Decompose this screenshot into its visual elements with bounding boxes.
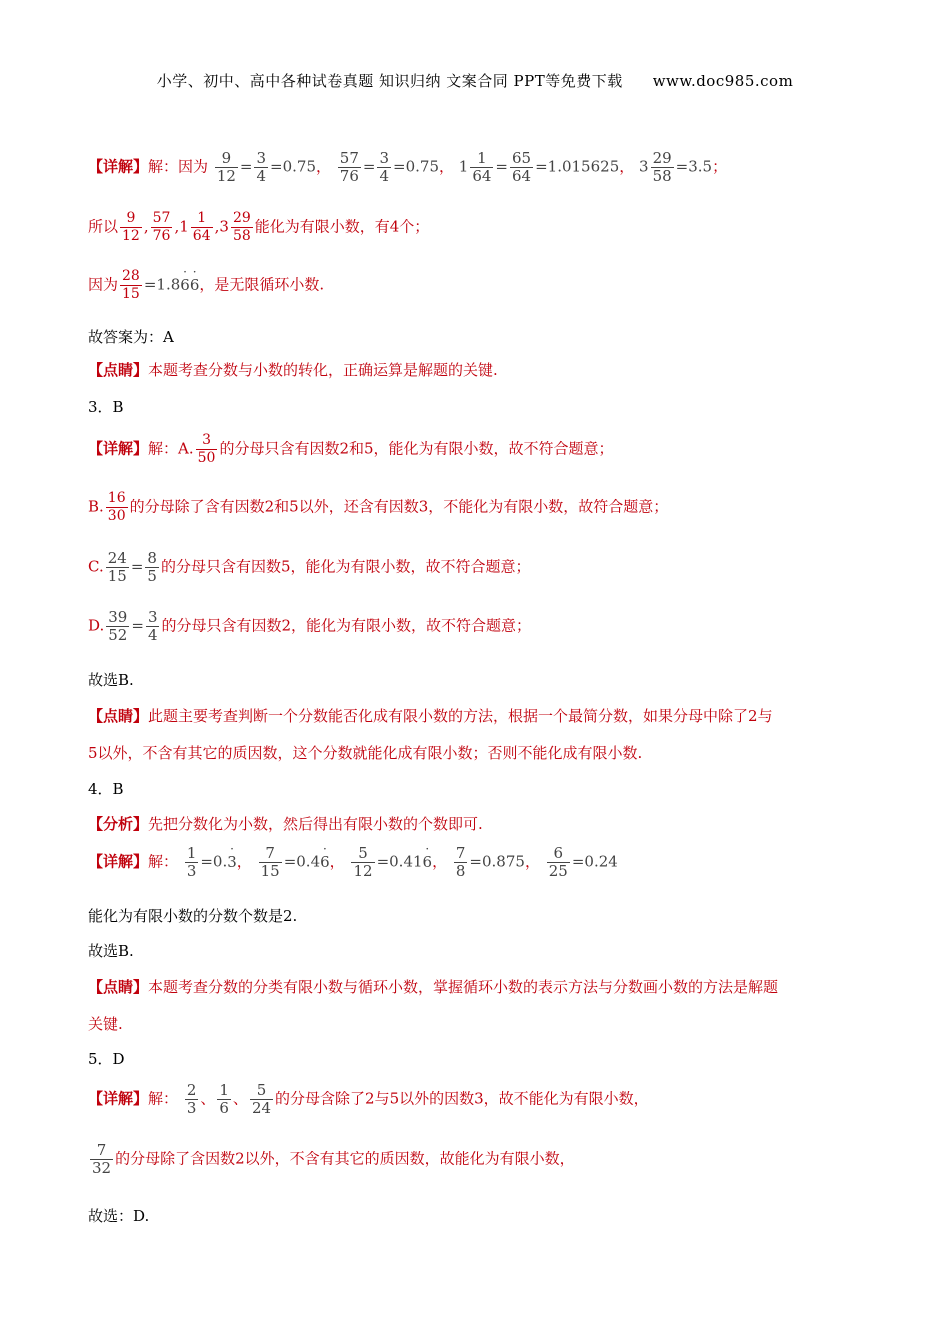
fraction: $\frac{9}{12}$ — [122, 210, 140, 244]
fraction: $\frac{1}{64}$ — [192, 210, 211, 244]
fraction: $\frac{7}{32}$ — [92, 1141, 112, 1177]
fraction: $\frac{29}{58}$ — [232, 210, 251, 244]
fraction: $\frac{65}{64}$ — [512, 149, 532, 185]
q5-choice: 故选：D. — [88, 1207, 150, 1225]
page-header — [0, 70, 950, 91]
q3-comment-line1: 【点睛】此题主要考查判断一个分数能否化成有限小数的方法，根据一个最简分数，如果分母中除了2与 — [88, 707, 773, 725]
fraction: $\frac{1}{3}$ — [186, 844, 197, 880]
fraction: $\frac{3}{4}$ — [147, 608, 158, 644]
fraction: $\frac{8}{5}$ — [147, 549, 157, 585]
fraction: $\frac{24}{15}$ — [107, 549, 127, 585]
q4-title: 4．B — [88, 780, 124, 798]
fraction: $\frac{39}{52}$ — [108, 608, 128, 644]
q5-title: 5．D — [88, 1050, 125, 1068]
fraction: $\frac{28}{15}$ — [122, 268, 140, 302]
q3-option-b: B. $\frac{16}{30}$ 的分母除了含有因数2和5以外，还含有因数3，不能化为有限小数，故符合题意； — [88, 490, 669, 524]
fraction: $\frac{1}{6}$ — [219, 1081, 229, 1117]
q4-analysis: 【分析】先把分数化为小数，然后得出有限小数的个数即可. — [88, 815, 483, 833]
q5-detail-line1: 【详解】解： $\frac{2}{3}$ 、 $\frac{1}{6}$ 、 $\frac{5}{24}$ 的分母含除了2与5以外的因数3，故不能化为有限小数， — [88, 1081, 649, 1117]
header-text: 小学、初中、高中各种试卷真题 知识归纳 文案合同 PPT等免费下载 — [156, 72, 623, 90]
fraction: $\frac{16}{30}$ — [107, 490, 126, 524]
q3-comment-line2: 5以外，不含有其它的质因数，这个分数就能化成有限小数；否则不能化成有限小数. — [88, 744, 643, 762]
fraction: $\frac{7}{15}$ — [260, 844, 280, 880]
fraction: $\frac{57}{76}$ — [152, 210, 171, 244]
fraction: $\frac{6}{25}$ — [548, 844, 568, 880]
fraction: $\frac{7}{8}$ — [455, 844, 466, 880]
header-url[interactable]: www.doc985.com — [652, 72, 794, 90]
q2-detail-line1: 【详解】解：因为 $\frac{9}{12}$ = $\frac{3}{4}$ =0.75， $\frac{57}{76}$ = $\frac{3}{4}$ =0.75， 1 $\frac{1}{64}$ = $\frac{65}{64}$ =1.015625， 3 $\frac{29}{58}$ =3.5； — [88, 149, 728, 185]
fraction: $\frac{3}{50}$ — [197, 432, 216, 466]
q3-option-a: 【详解】解：A. $\frac{3}{50}$ 的分母只含有因数2和5，能化为有限小数，故不符合题意； — [88, 432, 614, 466]
fraction: $\frac{2}{3}$ — [186, 1081, 197, 1117]
fraction: $\frac{9}{12}$ — [216, 149, 236, 185]
q4-choice: 故选B. — [88, 942, 134, 960]
q5-detail-line2: $\frac{7}{32}$ 的分母除了含因数2以外，不含有其它的质因数，故能化为有限小数， — [92, 1141, 575, 1177]
q2-detail-line2: 所以 $\frac{9}{12}$ , $\frac{57}{76}$ ,1 $\frac{1}{64}$ ,3 $\frac{29}{58}$ 能化为有限小数，有4个； — [88, 210, 430, 244]
fraction: $\frac{57}{76}$ — [339, 149, 359, 185]
q2-comment: 【点睛】本题考查分数与小数的转化，正确运算是解题的关键. — [88, 361, 498, 379]
detail-tag: 【详解】 — [88, 157, 149, 176]
q4-detail: 【详解】解： $\frac{1}{3}$ =0.· 3， $\frac{7}{15}$ =0.4· 6， $\frac{5}{12}$ =0.41· 6， $\frac{7}{8}$ =0.875， $\frac{6}{25}$ =0.24 — [88, 845, 618, 880]
q3-option-c: C. $\frac{24}{15}$ = $\frac{8}{5}$ 的分母只含有因数5，能化为有限小数，故不符合题意； — [88, 549, 531, 585]
fraction: $\frac{5}{24}$ — [251, 1081, 272, 1117]
q2-detail-line3: 因为 $\frac{28}{15}$ =1.8· 6· 6，是无限循环小数. — [88, 268, 324, 303]
fraction: $\frac{3}{4}$ — [256, 149, 267, 185]
fraction: $\frac{5}{12}$ — [353, 844, 373, 880]
q2-answer: 故答案为：A — [88, 328, 174, 346]
fraction: $\frac{1}{64}$ — [472, 149, 492, 185]
q4-count: 能化为有限小数的分数个数是2. — [88, 907, 298, 925]
q3-title: 3．B — [88, 398, 124, 416]
fraction: $\frac{3}{4}$ — [379, 149, 390, 185]
q4-comment-line2: 关键. — [88, 1015, 123, 1033]
q3-choice: 故选B. — [88, 671, 134, 689]
q3-option-d: D. $\frac{39}{52}$ = $\frac{3}{4}$ 的分母只含有因数2，能化为有限小数，故不符合题意； — [88, 608, 532, 644]
fraction: $\frac{29}{58}$ — [652, 149, 672, 185]
q4-comment-line1: 【点睛】本题考查分数的分类有限小数与循环小数，掌握循环小数的表示方法与分数画小数的方法是解题 — [88, 978, 779, 996]
